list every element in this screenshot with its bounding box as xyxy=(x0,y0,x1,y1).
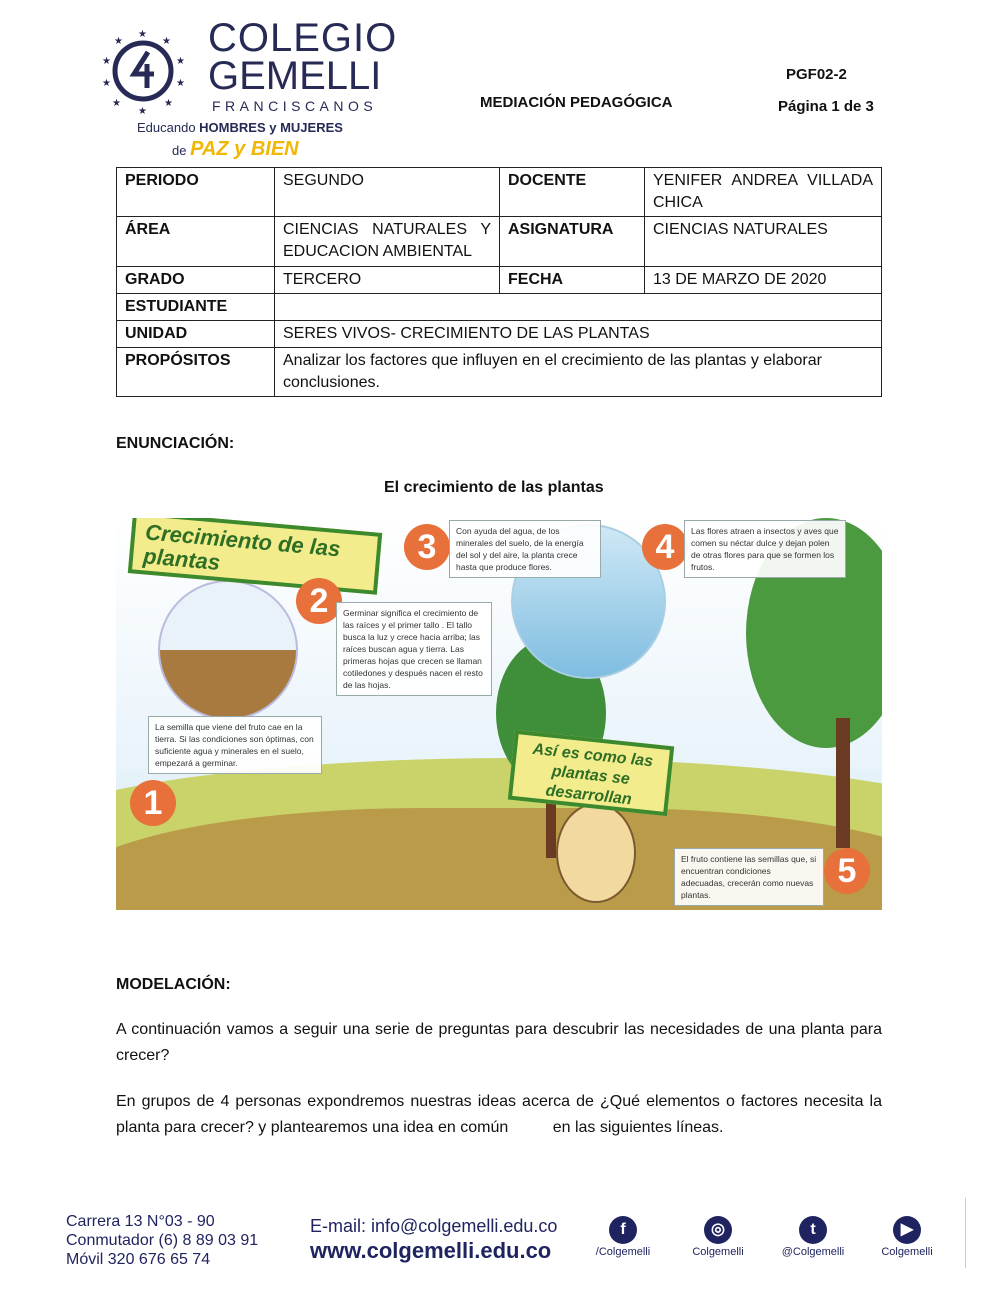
paragraph: A continuación vamos a seguir una serie de preguntas para descubrir las necesidades de una planta para crecer? xyxy=(116,1021,882,1064)
slogan-text: de xyxy=(172,143,191,158)
facebook-icon: f xyxy=(609,1216,637,1244)
logo-emblem-icon xyxy=(100,28,186,114)
footer-email xyxy=(310,1216,557,1237)
step-text-3: Con ayuda del agua, de los minerales del suelo, de la energía del sol y del aire, la planta crece hasta que produce flores. xyxy=(449,520,601,578)
table-row xyxy=(117,348,882,397)
infographic-title-banner: Crecimiento de las plantas xyxy=(128,518,382,595)
label-estudiante: ESTUDIANTE xyxy=(117,294,275,321)
value-unidad: SERES VIVOS- CRECIMIENTO DE LAS PLANTAS xyxy=(275,321,882,348)
footer-divider xyxy=(965,1198,966,1268)
social-label: @Colgemelli xyxy=(781,1246,845,1258)
slogan-accent: PAZ y BIEN xyxy=(190,138,299,160)
info-table xyxy=(116,167,882,397)
svg-text:★: ★ xyxy=(138,29,147,40)
facebook-link[interactable] xyxy=(588,1216,658,1258)
svg-text:★: ★ xyxy=(102,56,111,67)
table-row xyxy=(117,217,882,267)
label-periodo: PERIODO xyxy=(117,168,275,217)
plant-growth-infographic xyxy=(116,518,882,910)
document-code: PGF02-2 xyxy=(786,66,847,83)
section-heading-enunciacion: ENUNCIACIÓN: xyxy=(116,435,235,452)
tree-trunk xyxy=(836,718,850,848)
step-number-1: 1 xyxy=(130,780,176,826)
step-text-4: Las flores atraen a insectos y aves que comen su néctar dulce y dejan polen de otras flores para que se formen los frutos. xyxy=(684,520,846,578)
social-label: Colgemelli xyxy=(692,1246,744,1258)
svg-text:★: ★ xyxy=(162,36,171,47)
label-docente: DOCENTE xyxy=(500,168,645,217)
social-label: Colgemelli xyxy=(881,1246,933,1258)
instagram-icon: ◎ xyxy=(704,1216,732,1244)
logo-text: FRANCISCANOS xyxy=(212,98,378,114)
email-link[interactable]: info@colgemelli.edu.co xyxy=(371,1216,558,1236)
value-estudiante[interactable] xyxy=(275,294,882,321)
page-number: Página 1 de 3 xyxy=(778,98,874,115)
value-docente: YENIFER ANDREA VILLADA CHICA xyxy=(645,168,882,217)
section-heading-modelacion: MODELACIÓN: xyxy=(116,976,231,993)
table-row xyxy=(117,294,882,321)
step-text-2: Germinar significa el crecimiento de las raíces y el primer tallo . El tallo busca la luz y crece hacia arriba; las raíces buscan agua y tierra. Las primeras hojas que crecen se llaman cotiledones y después nacen el resto de las hojas. xyxy=(336,602,492,696)
social-label: /Colgemelli xyxy=(595,1246,651,1258)
instagram-link[interactable] xyxy=(683,1216,753,1258)
svg-text:★: ★ xyxy=(176,56,185,67)
label-grado: GRADO xyxy=(117,267,275,294)
infographic-subtitle-banner: Así es como las plantas se desarrollan xyxy=(508,730,674,816)
step-text-1: La semilla que viene del fruto cae en la tierra. Si las condiciones son óptimas, con suficiente agua y minerales en el suelo, empezará a germinar. xyxy=(148,716,322,774)
label-propositos: PROPÓSITOS xyxy=(117,348,275,397)
svg-text:★: ★ xyxy=(112,98,121,109)
step-text-5: El fruto contiene las semillas que, si encuentran condiciones adecuadas, crecerán como nuevas plantas. xyxy=(674,848,824,906)
table-row xyxy=(117,168,882,217)
step-number-5: 5 xyxy=(824,848,870,894)
value-grado: TERCERO xyxy=(275,267,500,294)
svg-text:★: ★ xyxy=(164,98,173,109)
value-asignatura: CIENCIAS NATURALES xyxy=(645,217,882,267)
youtube-icon: ▶ xyxy=(893,1216,921,1244)
twitter-icon: t xyxy=(799,1216,827,1244)
image-title: El crecimiento de las plantas xyxy=(384,479,604,496)
footer-contact xyxy=(66,1212,258,1269)
value-propositos: Analizar los factores que influyen en el crecimiento de las plantas y elaborar conclusiones. xyxy=(275,348,882,397)
slogan-text: Educando xyxy=(137,120,200,135)
address: Carrera 13 N°03 - 90 xyxy=(66,1213,215,1230)
logo-text: COLEGIO xyxy=(208,16,398,60)
logo-slogan xyxy=(137,120,343,135)
label-unidad: UNIDAD xyxy=(117,321,275,348)
youtube-link[interactable] xyxy=(872,1216,942,1258)
svg-text:★: ★ xyxy=(138,106,147,114)
value-area: CIENCIAS NATURALES Y EDUCACION AMBIENTAL xyxy=(275,217,500,267)
logo-slogan xyxy=(172,138,299,161)
label-area: ÁREA xyxy=(117,217,275,267)
slogan-bold: HOMBRES y MUJERES xyxy=(199,120,343,135)
value-fecha: 13 DE MARZO DE 2020 xyxy=(645,267,882,294)
step-number-3: 3 xyxy=(404,524,450,570)
label-asignatura: ASIGNATURA xyxy=(500,217,645,267)
table-row xyxy=(117,321,882,348)
svg-text:★: ★ xyxy=(114,36,123,47)
mobile: Móvil 320 676 65 74 xyxy=(66,1251,211,1268)
document-title: MEDIACIÓN PEDAGÓGICA xyxy=(480,94,673,111)
child-character xyxy=(556,803,636,903)
seed-closeup-circle xyxy=(158,580,298,720)
phone: Conmutador (6) 8 89 03 91 xyxy=(66,1232,259,1249)
table-row xyxy=(117,267,882,294)
paragraph: En grupos de 4 personas expondremos nuestras ideas acerca de ¿Qué elementos o factores necesita la planta para crecer? y plantearemos una idea en común en las siguientes líneas. xyxy=(116,1093,887,1136)
label-fecha: FECHA xyxy=(500,267,645,294)
email-label: E-mail: xyxy=(310,1216,372,1236)
svg-text:★: ★ xyxy=(176,78,185,89)
step-number-4: 4 xyxy=(642,524,688,570)
step-number-2: 2 xyxy=(296,578,342,624)
website-link[interactable]: www.colgemelli.edu.co xyxy=(310,1238,552,1263)
twitter-link[interactable] xyxy=(778,1216,848,1258)
value-periodo: SEGUNDO xyxy=(275,168,500,217)
logo-text: GEMELLI xyxy=(208,54,382,98)
svg-text:★: ★ xyxy=(102,78,111,89)
